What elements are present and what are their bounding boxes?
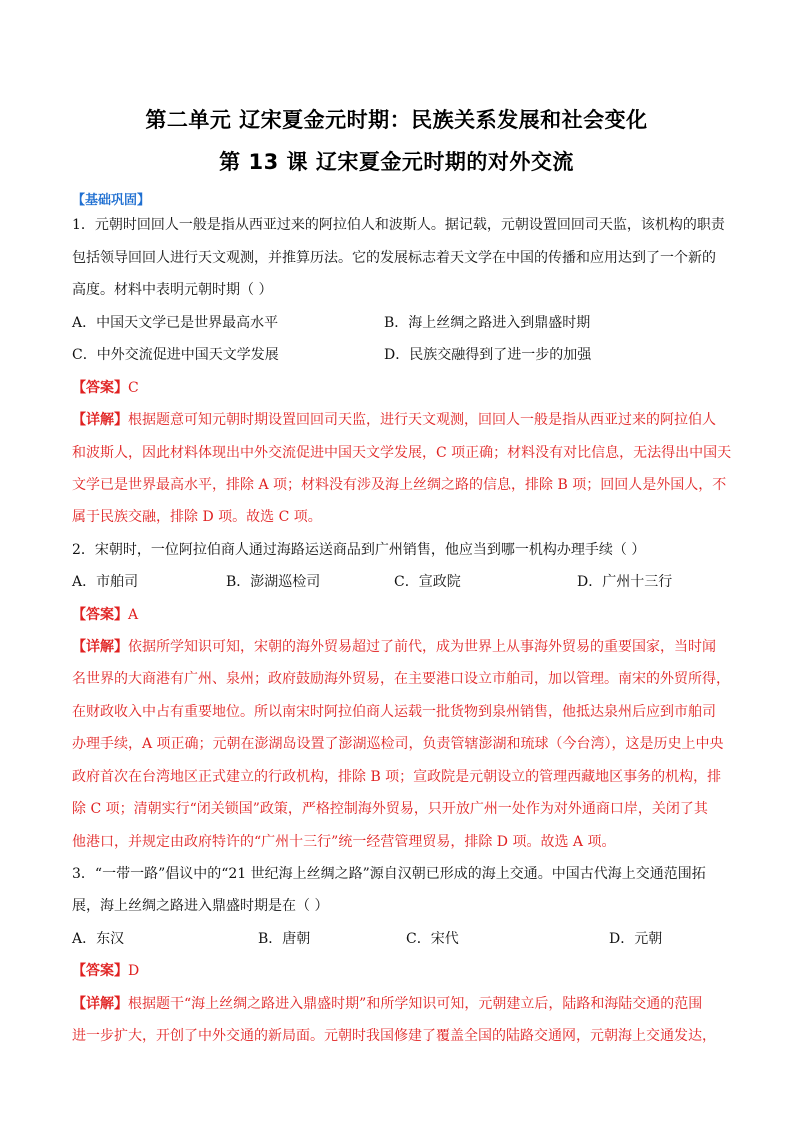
question-1-option-d: D．民族交融得到了进一步的加强 bbox=[384, 347, 592, 363]
question-2-answer bbox=[72, 606, 722, 624]
question-3-option-b: B．唐朝 bbox=[258, 931, 311, 947]
detail-tag: 【详解】 bbox=[72, 639, 128, 655]
question-1-explanation-line bbox=[72, 411, 722, 429]
question-1-answer bbox=[72, 379, 722, 397]
explanation-text: 根据题干“海上丝绸之路进入鼎盛时期”和所学知识可知，元朝建立后，陆路和海陆交通的范围 bbox=[128, 996, 703, 1012]
question-2-option-b: B．澎湖巡检司 bbox=[226, 574, 321, 590]
question-1-option-c: C．中外交流促进中国天文学发展 bbox=[72, 347, 279, 363]
question-3-answer bbox=[72, 962, 722, 980]
detail-tag: 【详解】 bbox=[72, 996, 128, 1012]
question-1-stem-line: 1．元朝时回回人一般是指从西亚过来的阿拉伯人和波斯人。据记载，元朝设置回回司天监，该机构的职责 bbox=[72, 217, 725, 233]
question-2-explanation-line: 在财政收入中占有重要地位。所以南宋时阿拉伯商人运载一批货物到泉州销售，他抵达泉州后应到市舶司 bbox=[72, 704, 716, 720]
answer-value: A bbox=[128, 607, 139, 623]
section-label: 【基础巩固】 bbox=[72, 193, 151, 208]
question-3-stem-line: 展，海上丝绸之路进入鼎盛时期是在（ ） bbox=[72, 898, 329, 914]
explanation-text: 依据所学知识可知，宋朝的海外贸易超过了前代，成为世界上从事海外贸易的重要国家，当时闻 bbox=[128, 639, 716, 655]
unit-title: 第二单元 辽宋夏金元时期：民族关系发展和社会变化 bbox=[145, 108, 648, 132]
question-2-option-c: C．宣政院 bbox=[394, 574, 461, 590]
answer-value: D bbox=[128, 963, 140, 979]
question-2-stem-line: 2．宋朝时，一位阿拉伯商人通过海路运送商品到广州销售，他应当到哪一机构办理手续（ ） bbox=[72, 542, 646, 558]
question-2-explanation-line: 名世界的大商港有广州、泉州；政府鼓励海外贸易，在主要港口设立市舶司，加以管理。南宋的外贸所得， bbox=[72, 671, 730, 687]
lesson-title: 第 13 课 辽宋夏金元时期的对外交流 bbox=[219, 150, 574, 174]
question-3-stem-line: 3．“一带一路”倡议中的“21 世纪海上丝绸之路”源自汉朝已形成的海上交通。中国古代海上交通范围拓 bbox=[72, 866, 706, 882]
question-1-stem-line: 高度。材料中表明元朝时期（ ） bbox=[72, 282, 273, 298]
question-2-option-a: A．市舶司 bbox=[72, 574, 139, 590]
question-3-option-d: D．元朝 bbox=[609, 931, 663, 947]
question-2-explanation-line bbox=[72, 638, 722, 656]
question-2-explanation-line: 他港口，并规定由政府特许的“广州十三行”统一经营管理贸易，排除 D 项。故选 A 项。 bbox=[72, 834, 616, 850]
question-1-stem-line: 包括领导回回人进行天文观测，并推算历法。它的发展标志着天文学在中国的传播和应用达到了一个新的 bbox=[72, 250, 716, 266]
answer-value: C bbox=[128, 380, 139, 396]
question-3-option-a: A．东汉 bbox=[72, 931, 125, 947]
question-1-explanation-line: 和波斯人，因此材料体现出中外交流促进中国天文学发展，C 项正确；材料没有对比信息，无法得出中国天 bbox=[72, 445, 732, 461]
question-2-explanation-line: 政府首次在台湾地区正式建立的行政机构，排除 B 项；宣政院是元朝设立的管理西藏地区事务的机构，排 bbox=[72, 769, 722, 785]
question-2-option-d: D．广州十三行 bbox=[577, 574, 673, 590]
answer-tag: 【答案】 bbox=[72, 607, 128, 623]
question-3-option-c: C．宋代 bbox=[406, 931, 459, 947]
answer-tag: 【答案】 bbox=[72, 380, 128, 396]
question-3-explanation-line: 进一步扩大，开创了中外交通的新局面。元朝时我国修建了覆盖全国的陆路交通网，元朝海上交通发达， bbox=[72, 1028, 716, 1044]
question-1-explanation-line: 属于民族交融，排除 D 项。故选 C 项。 bbox=[72, 509, 322, 525]
question-2-explanation-line: 办理手续，A 项正确；元朝在澎湖岛设置了澎湖巡检司，负责管辖澎湖和琉球（今台湾），这是历史上中央 bbox=[72, 736, 724, 752]
explanation-text: 根据题意可知元朝时期设置回回司天监，进行天文观测，回回人一般是指从西亚过来的阿拉伯人 bbox=[128, 412, 716, 428]
question-3-explanation-line bbox=[72, 995, 722, 1013]
question-1-option-a: A．中国天文学已是世界最高水平 bbox=[72, 315, 279, 331]
question-1-option-b: B．海上丝绸之路进入到鼎盛时期 bbox=[384, 315, 591, 331]
question-2-explanation-line: 除 C 项；清朝实行“闭关锁国”政策，严格控制海外贸易，只开放广州一处作为对外通商口岸，关闭了其 bbox=[72, 801, 708, 817]
question-1-explanation-line: 文学已是世界最高水平，排除 A 项；材料没有涉及海上丝绸之路的信息，排除 B 项；回回人是外国人，不 bbox=[72, 477, 727, 493]
answer-tag: 【答案】 bbox=[72, 963, 128, 979]
detail-tag: 【详解】 bbox=[72, 412, 128, 428]
